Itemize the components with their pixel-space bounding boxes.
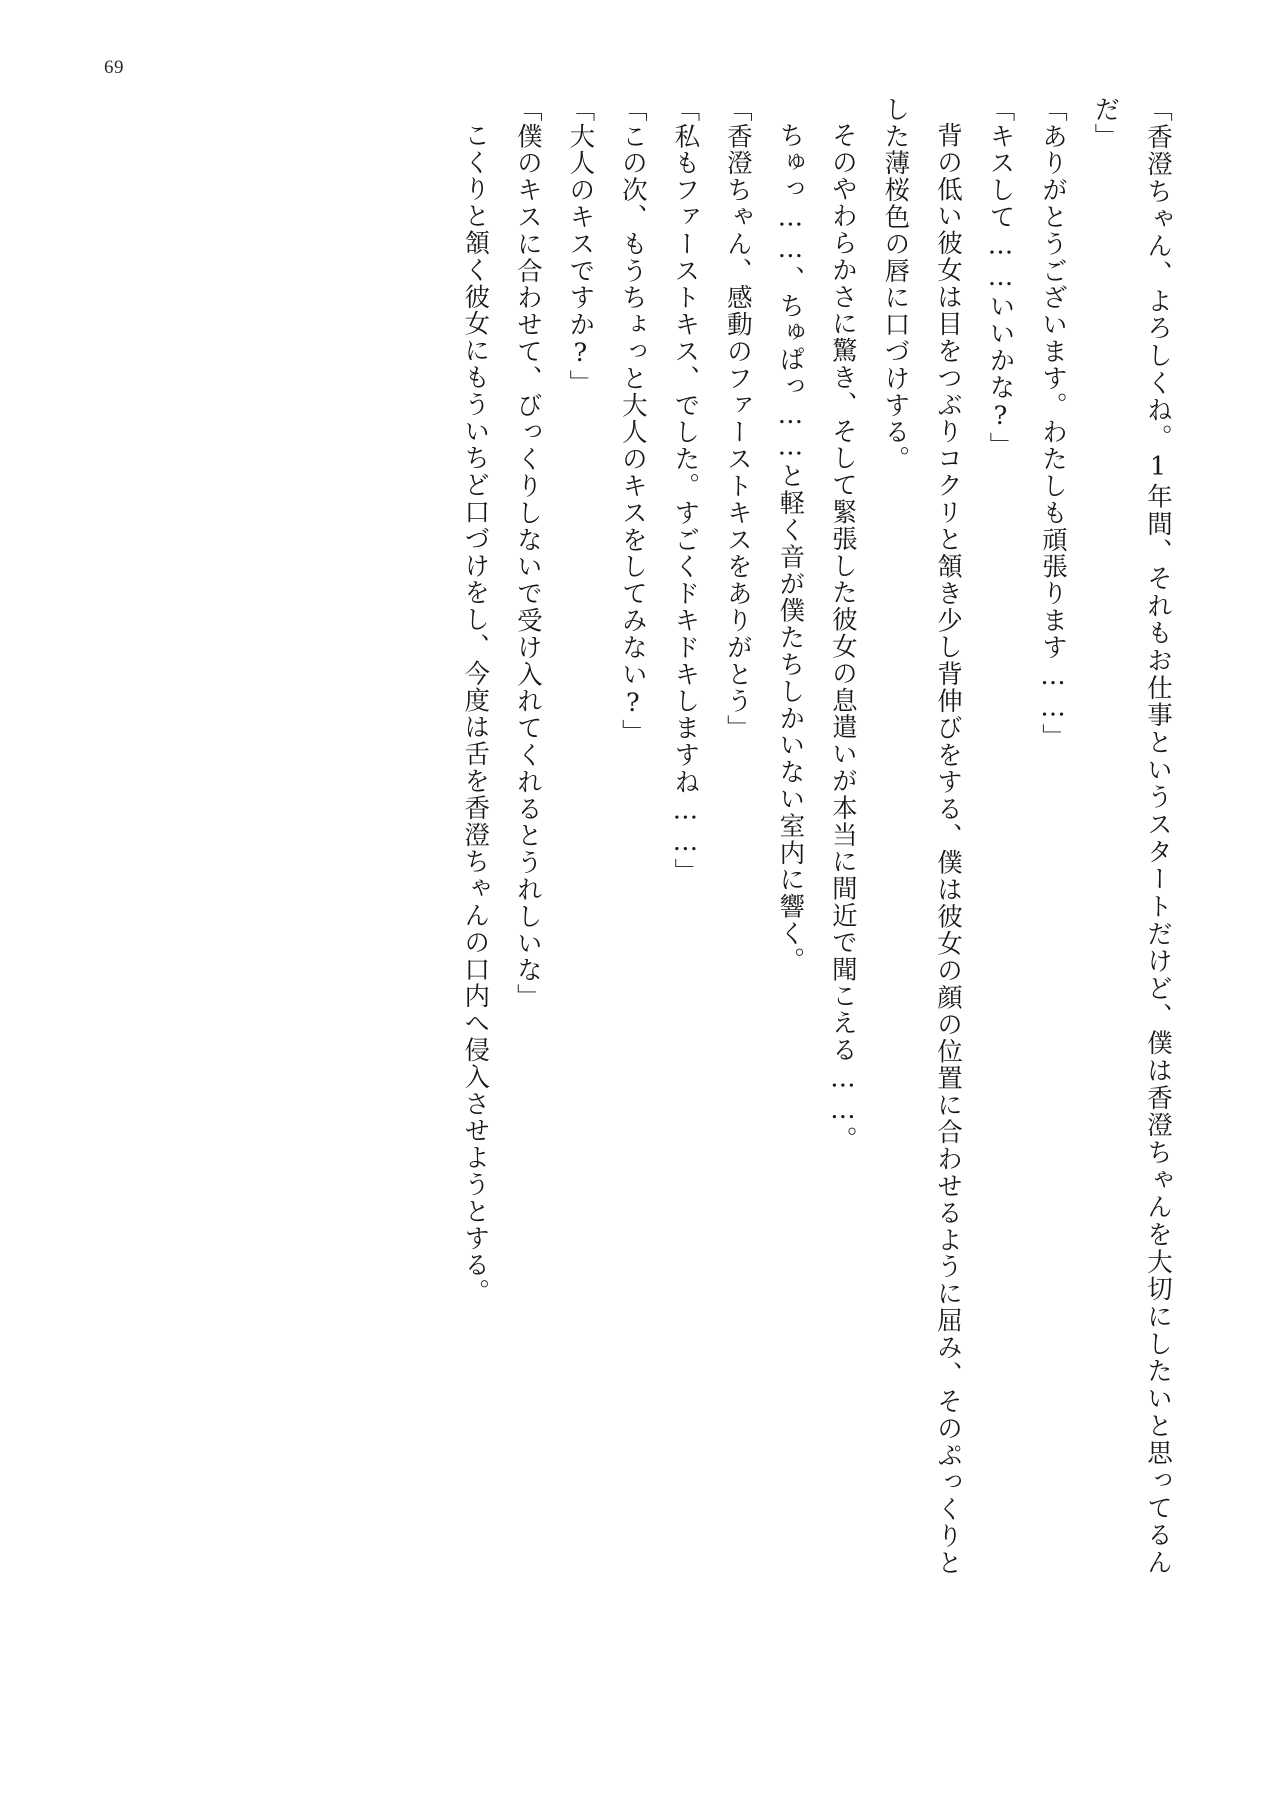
paragraph: 「私もファーストキス、でした。すごくドキドキしますね……」	[670, 96, 701, 886]
paragraph: ちゅっ……、ちゅぱっ……と軽く音が僕たちしかいない室内に響く。	[775, 121, 806, 974]
paragraph: 「香澄ちゃん、よろしくね。1年間、それもお仕事というスタートだけど、僕は香澄ちゃんを大切にしたいと思ってるんだ」	[1090, 96, 1173, 1576]
paragraph: 「香澄ちゃん、感動のファーストキスをありがとう」	[722, 96, 753, 742]
paragraph: 「大人のキスですか?」	[565, 96, 596, 397]
page-number: 69	[104, 57, 124, 78]
paragraph: そのやわらかさに驚き、そして緊張した彼女の息遣いが本当に間近で聞こえる……。	[827, 121, 858, 1153]
paragraph: 背の低い彼女は目をつぶりコクリと頷き少し背伸びをする、僕は彼女の顔の位置に合わせるように屈み、そのぷっくりとした薄桜色の唇に口づけする。	[880, 96, 963, 1576]
paragraph: 「ありがとうございます。わたしも頑張ります……」	[1037, 96, 1068, 751]
paragraph: こくりと頷く彼女にもういちど口づけをし、今度は舌を香澄ちゃんの口内へ侵入させようとする。	[460, 121, 491, 1306]
paragraph: 「キスして……いいかな?」	[985, 96, 1016, 460]
paragraph: 「この次、もうちょっと大人のキスをしてみない?」	[617, 96, 648, 747]
paragraph: 「僕のキスに合わせて、びっくりしないで受け入れてくれるとうれしいな」	[512, 96, 543, 1011]
vertical-text-body	[304, 96, 1184, 1576]
